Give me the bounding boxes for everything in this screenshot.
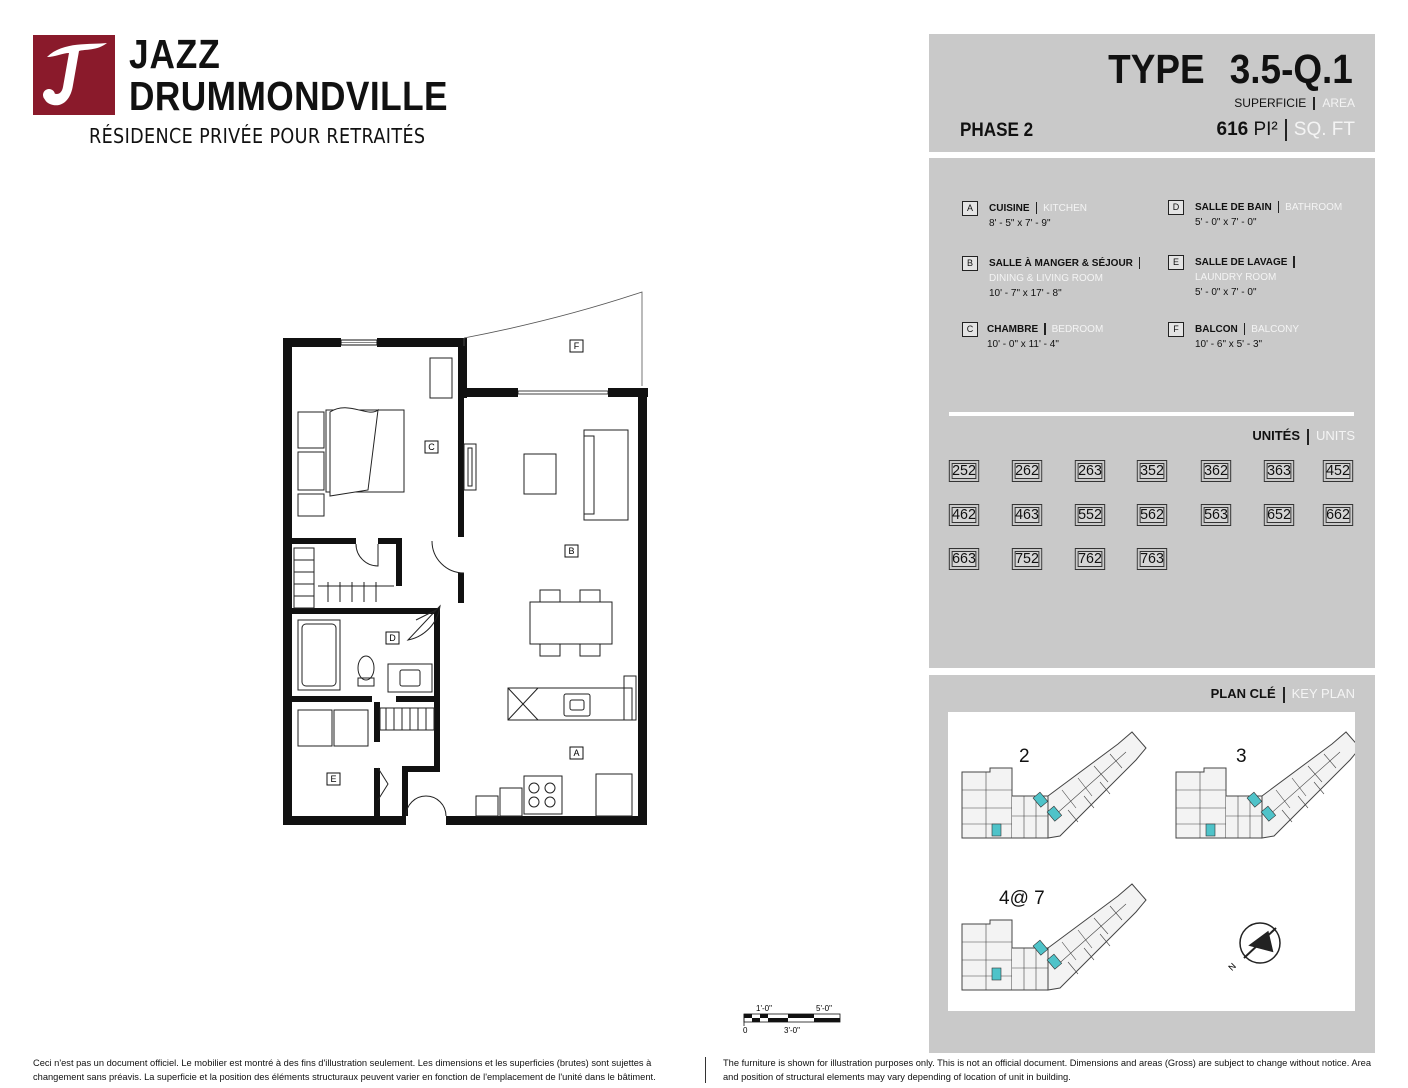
type-prefix: TYPE [1108, 46, 1205, 92]
unit-badge: 262 [1012, 460, 1042, 482]
unit-badge: 363 [1264, 460, 1294, 482]
floor-label-4-7: 4@ 7 [999, 888, 1045, 909]
jazz-logo-mark-icon [33, 35, 115, 115]
room-name-en: BATHROOM [1285, 202, 1343, 213]
units-title-en: UNITS [1316, 428, 1355, 443]
footer-disclaimer-fr: Ceci n'est pas un document officiel. Le mobilier est montré à des fins d'illustration seulement. Les dimensions et les superficies (brutes) sont sujettes à changement sans préavis. La superficie et la position des éléments structuraux peuvent varier en fonction de l'emplacement de l'unité dans le bâtiment. [33, 1058, 656, 1082]
scale-label-5ft: 5'-0" [816, 1004, 832, 1013]
area-unit-fr: PI² [1253, 119, 1278, 141]
room-name-fr: SALLE DE BAIN [1195, 202, 1272, 213]
unit-badge: 662 [1323, 504, 1353, 526]
key-plan-title-en: KEY PLAN [1291, 686, 1355, 701]
area-label-en: AREA [1322, 96, 1355, 110]
room-name-en: DINING & LIVING ROOM [989, 273, 1103, 284]
rooms-units-panel [929, 158, 1375, 668]
room-name-en: LAUNDRY ROOM [1195, 272, 1277, 283]
type-code: 3.5-Q.1 [1229, 46, 1353, 92]
type-header-panel [929, 34, 1375, 152]
area-value-line [1217, 119, 1356, 141]
room-name-en: BEDROOM [1051, 324, 1104, 335]
unit-type-title [1108, 46, 1353, 93]
brand-name-line1: JAZZ [129, 31, 221, 77]
north-arrow-icon [1226, 923, 1280, 973]
room-letter-badge: C [962, 322, 978, 337]
room-name-fr: SALLE DE LAVAGE [1195, 257, 1288, 268]
key-plan-drawing [948, 712, 1355, 1011]
plan-label-a: A [573, 748, 580, 758]
room-dims: 10' - 7" x 17' - 8" [989, 288, 1062, 299]
plan-label-c: C [428, 442, 435, 452]
floor-label-2: 2 [1019, 746, 1030, 767]
unit-badge: 752 [1012, 548, 1042, 570]
plan-label-e: E [330, 774, 337, 784]
plan-label-b: B [568, 546, 575, 556]
room-dims: 10' - 0" x 11' - 4" [987, 339, 1059, 350]
unit-badge: 762 [1075, 548, 1105, 570]
floor-plan-drawing [278, 290, 650, 830]
brand-logo [33, 31, 465, 148]
scale-label-3ft: 3'-0" [784, 1026, 800, 1035]
room-dims: 10' - 6" x 5' - 3" [1195, 339, 1263, 350]
key-plan-panel [929, 675, 1375, 1053]
unit-badge: 463 [1012, 504, 1042, 526]
room-letter-badge: F [1168, 322, 1184, 337]
room-dims: 5' - 0" x 7' - 0" [1195, 217, 1257, 228]
section-divider [949, 412, 1354, 416]
room-letter-badge: E [1168, 255, 1184, 270]
unit-badge: 652 [1264, 504, 1294, 526]
key-plan-title [1211, 686, 1355, 703]
plan-label-f: F [573, 341, 580, 351]
room-letter-badge: B [962, 256, 978, 271]
plan-label-d: D [389, 633, 396, 643]
north-label: N [1226, 960, 1239, 973]
floor-label-3: 3 [1236, 746, 1247, 767]
unit-badge: 252 [949, 460, 979, 482]
unit-badge: 763 [1137, 548, 1167, 570]
room-name-fr: CUISINE [989, 203, 1030, 214]
key-plan-title-fr: PLAN CLÉ [1210, 686, 1276, 701]
unit-badge: 362 [1201, 460, 1231, 482]
room-name-en: KITCHEN [1043, 203, 1087, 214]
scale-bar [742, 1002, 842, 1036]
room-name-en: BALCONY [1251, 324, 1300, 335]
area-label [1234, 96, 1355, 110]
room-name-fr: BALCON [1195, 324, 1238, 335]
area-label-fr: SUPERFICIE [1234, 96, 1307, 110]
unit-badge: 352 [1137, 460, 1167, 482]
brand-tagline: RÉSIDENCE PRIVÉE POUR RETRAITÉS [89, 124, 426, 148]
brand-name-line2: DRUMMONDVILLE [129, 73, 448, 119]
phase-label: PHASE 2 [960, 120, 1034, 141]
unit-badge: 562 [1137, 504, 1167, 526]
room-letter-badge: A [962, 201, 978, 216]
footer-disclaimer-en: The furniture is shown for illustration purposes only. This is not an official document. Dimensions and areas (Gross) are subject to change without notice. Area and position of structural elements may vary depending of location of unit in building. [723, 1058, 1372, 1082]
room-name-fr: CHAMBRE [987, 324, 1039, 335]
room-letter-badge: D [1168, 200, 1184, 215]
area-value: 616 [1216, 119, 1249, 141]
unit-badge: 663 [949, 548, 979, 570]
room-name-fr: SALLE À MANGER & SÉJOUR [989, 258, 1133, 269]
area-unit-en: SQ. FT [1293, 119, 1355, 141]
footer-divider [705, 1057, 706, 1083]
units-title [1252, 428, 1355, 445]
scale-label-1ft: 1'-0" [756, 1004, 772, 1013]
room-dims: 8' - 5" x 7' - 9" [989, 218, 1051, 229]
unit-badge: 263 [1075, 460, 1105, 482]
unit-badge: 452 [1323, 460, 1353, 482]
unit-badge: 552 [1075, 504, 1105, 526]
unit-badge: 462 [949, 504, 979, 526]
unit-badge: 563 [1201, 504, 1231, 526]
key-plan-buildings [948, 712, 1355, 1011]
units-title-fr: UNITÉS [1252, 428, 1300, 443]
room-dims: 5' - 0" x 7' - 0" [1195, 287, 1257, 298]
scale-label-0: 0 [743, 1026, 748, 1035]
